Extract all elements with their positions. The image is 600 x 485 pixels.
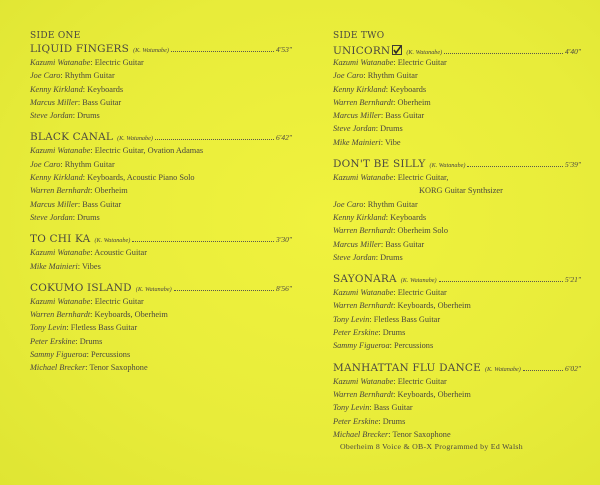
side-heading: SIDE TWO [333, 31, 385, 41]
dotted-leader [132, 241, 274, 242]
musician-name: Sammy Figueroa [333, 341, 390, 351]
name-role-separator: : [86, 350, 91, 360]
musician-role: Vibe [384, 137, 401, 147]
musician-name: Marcus Miller [30, 97, 78, 107]
musician-name: Kazumi Watanabe [30, 58, 91, 67]
side-one-column [30, 30, 292, 375]
track-block [30, 232, 292, 273]
credit-line [333, 109, 581, 122]
musician-role: Tenor Saxophone [392, 429, 451, 439]
track-title: TO CHI KA [30, 233, 91, 246]
name-role-separator: : [66, 323, 71, 333]
track-composer: (K. Watanabe) [429, 162, 466, 170]
credit-line [30, 96, 292, 109]
credit-line [333, 299, 581, 312]
side-heading: SIDE ONE [30, 31, 81, 41]
musician-role: Bass Guitar [82, 97, 122, 107]
musician-role: Keyboards, Acoustic Piano Solo [87, 173, 195, 183]
credit-line [333, 326, 581, 339]
programming-credit-note: Oberheim 8 Voice & OB-X Programmed by Ed Walsh [340, 442, 523, 451]
name-role-separator: : [385, 212, 391, 222]
musician-role: Fletless Bass Guitar [70, 323, 138, 333]
credit-line [30, 69, 292, 82]
musician-role: Electric Guitar [397, 376, 447, 386]
musician-role: Tenor Saxophone [89, 363, 148, 373]
credit-line [30, 260, 292, 273]
name-role-separator: : [369, 314, 374, 324]
musician-role: Drums [380, 124, 403, 134]
musician-role: Bass Guitar [385, 111, 425, 121]
musician-name: Kazumi Watanabe [30, 146, 91, 156]
musician-role: Bass Guitar [373, 403, 413, 413]
musician-role: Electric Guitar, [397, 173, 449, 183]
name-role-separator: : [72, 212, 78, 222]
musician-role: Vibes [81, 261, 101, 271]
musician-name: Michael Brecker [30, 363, 86, 373]
credit-line [30, 158, 292, 171]
track-composer: (K. Watanabe) [406, 49, 443, 56]
musician-role: Drums [382, 416, 406, 426]
track-title-row [30, 42, 292, 56]
dotted-leader [155, 139, 274, 140]
name-role-separator: : [393, 226, 398, 236]
credit-line [333, 339, 581, 352]
musician-name: Marcus Miller [333, 111, 381, 121]
dotted-leader [467, 166, 563, 167]
credit-line [333, 136, 581, 149]
track-block [333, 42, 581, 149]
musician-name: Kazumi Watanabe [333, 376, 394, 386]
musician-name: Warren Bernhardt [333, 226, 394, 236]
credit-line [30, 246, 292, 259]
track-title: BLACK CANAL [30, 131, 114, 144]
name-role-separator: : [389, 341, 394, 351]
credit-line [30, 348, 292, 361]
credit-line [30, 321, 292, 334]
musician-name: Mike Mainieri [333, 137, 381, 147]
musician-name: Tony Levin [333, 314, 370, 324]
track-title-row [333, 157, 581, 171]
musician-name: Steve Jordan [30, 212, 73, 222]
name-role-separator: : [375, 252, 381, 262]
name-role-separator: : [393, 97, 398, 107]
credit-line [333, 184, 581, 197]
musician-role: KORG Guitar Synthsizer [419, 186, 503, 196]
name-role-separator: : [60, 71, 65, 81]
musician-name: Warren Bernhardt [333, 97, 394, 107]
track-title-row [333, 42, 581, 56]
credit-line [30, 211, 292, 224]
name-role-separator: : [60, 159, 65, 169]
name-role-separator: : [393, 58, 398, 67]
musician-role: Oberheim [397, 97, 431, 107]
credit-line [333, 198, 581, 211]
musician-role: Oberheim [94, 186, 128, 196]
track-composer: (K. Watanabe) [117, 135, 153, 143]
track-block [333, 361, 581, 441]
musician-name: Steve Jordan [333, 252, 376, 262]
name-role-separator: : [72, 111, 78, 121]
musician-name: Kenny Kirkland [30, 173, 83, 183]
checkmark-icon [392, 43, 402, 53]
dotted-leader [523, 370, 563, 371]
name-role-separator: : [380, 111, 386, 121]
track-title: COKUMO ISLAND [30, 281, 132, 294]
credit-line [333, 69, 581, 82]
musician-name: Kazumi Watanabe [333, 288, 394, 298]
credit-line [333, 251, 581, 264]
credit-line [30, 171, 292, 184]
musician-name: Kenny Kirkland [333, 212, 386, 222]
credit-line [333, 122, 581, 135]
name-role-separator: : [380, 137, 385, 147]
credit-line [333, 83, 581, 96]
credit-line [333, 313, 581, 326]
dotted-leader [444, 53, 563, 54]
track-title: LIQUID FINGERS [30, 43, 130, 55]
name-role-separator: : [85, 363, 90, 373]
track-title-row [30, 130, 292, 144]
credit-line [30, 198, 292, 211]
musician-name: Warren Bernhardt [30, 186, 91, 196]
track-block [333, 157, 581, 264]
track-title-row [30, 232, 292, 246]
name-role-separator: : [393, 173, 398, 183]
musician-role: Drums [380, 252, 403, 262]
musician-role: Electric Guitar [94, 58, 144, 67]
musician-role: Keyboards, Oberheim [397, 301, 471, 311]
track-composer: (K. Watanabe) [94, 237, 131, 245]
track-title: UNICORN [333, 45, 391, 57]
track-duration: 3'30" [275, 235, 292, 245]
name-role-separator: : [77, 199, 83, 209]
track-duration: 6'02" [564, 363, 581, 373]
musician-name: Joe Caro [333, 199, 364, 209]
name-role-separator: : [393, 389, 398, 399]
track-title: MANHATTAN FLU DANCE [333, 361, 481, 374]
musician-name: Marcus Miller [333, 239, 381, 249]
musician-role: Electric Guitar [397, 58, 447, 67]
musician-name: Kenny Kirkland [333, 84, 386, 94]
musician-role: Percussions [394, 341, 434, 351]
track-duration: 6'42" [275, 133, 292, 143]
credit-line [30, 144, 292, 157]
dotted-leader [439, 281, 563, 282]
name-role-separator: : [90, 248, 95, 258]
credit-line [30, 361, 292, 374]
musician-role: Rhythm Guitar [367, 199, 418, 209]
musician-role: Acoustic Guitar [94, 248, 147, 258]
musician-role: Keyboards [87, 84, 124, 94]
musician-name: Mike Mainieri [30, 261, 78, 271]
credit-line [333, 286, 581, 299]
musician-name: Joe Caro [30, 71, 61, 81]
credit-line [30, 308, 292, 321]
musician-role: Keyboards, Oberheim [397, 389, 471, 399]
musician-role: Drums [77, 111, 100, 121]
musician-role: Drums [79, 336, 103, 346]
musician-role: Percussions [91, 350, 131, 360]
musician-name: Kenny Kirkland [30, 84, 83, 94]
musician-role: Fletless Bass Guitar [373, 314, 441, 324]
track-block [30, 130, 292, 224]
track-title-row [30, 281, 292, 295]
credit-line [30, 83, 292, 96]
musician-role: Drums [382, 328, 406, 338]
credit-line [333, 375, 581, 388]
musician-role: Bass Guitar [385, 239, 425, 249]
musician-role: Rhythm Guitar [64, 159, 115, 169]
name-role-separator: : [82, 173, 88, 183]
track-composer: (K. Watanabe) [400, 277, 437, 285]
credit-line [30, 184, 292, 197]
name-role-separator: : [77, 97, 83, 107]
name-role-separator: : [380, 239, 386, 249]
musician-name: Kazumi Watanabe [333, 173, 394, 183]
name-role-separator: : [90, 310, 95, 320]
name-role-separator: : [90, 186, 95, 196]
name-role-separator: : [375, 124, 381, 134]
musician-name: Warren Bernhardt [333, 301, 394, 311]
track-title-row [333, 272, 581, 286]
dotted-leader [171, 51, 274, 52]
musician-name: Kazumi Watanabe [30, 248, 91, 258]
musician-role: Keyboards [390, 84, 427, 94]
musician-role: Oberheim Solo [397, 226, 449, 236]
name-role-separator: : [77, 261, 82, 271]
credit-line [30, 335, 292, 348]
track-duration: 4'40" [564, 47, 581, 56]
side-two-column [333, 30, 581, 441]
dotted-leader [174, 290, 274, 291]
musician-name: Joe Caro [30, 159, 61, 169]
musician-name: Tony Levin [30, 323, 67, 333]
musician-name: Marcus Miller [30, 199, 78, 209]
musician-name: Peter Erskine [333, 328, 379, 338]
track-block [30, 42, 292, 122]
name-role-separator: : [378, 416, 383, 426]
musician-name: Tony Levin [333, 403, 370, 413]
musician-name: Steve Jordan [333, 124, 376, 134]
track-duration: 5'39" [564, 160, 581, 170]
name-role-separator: : [363, 199, 368, 209]
musician-role: Electric Guitar [94, 296, 144, 306]
track-title: DON'T BE SILLY [333, 158, 426, 171]
credit-line [333, 224, 581, 237]
credit-line [333, 56, 581, 69]
credit-line [333, 401, 581, 414]
musician-role: Electric Guitar [397, 288, 447, 298]
track-duration: 8'56" [275, 283, 292, 293]
track-composer: (K. Watanabe) [133, 47, 169, 54]
track-duration: 5'21" [564, 275, 581, 285]
name-role-separator: : [385, 84, 391, 94]
credit-line [333, 428, 581, 441]
name-role-separator: : [90, 296, 95, 306]
musician-role: Rhythm Guitar [367, 71, 418, 81]
musician-name: Kazumi Watanabe [30, 296, 91, 306]
name-role-separator: : [369, 403, 374, 413]
musician-role: Rhythm Guitar [64, 71, 115, 81]
track-block [30, 281, 292, 375]
musician-role: Electric Guitar, Ovation Adamas [94, 146, 204, 156]
musician-name: Peter Erskine [333, 416, 379, 426]
musician-name: Peter Erskine [30, 336, 76, 346]
track-title-row [333, 361, 581, 375]
credit-line [333, 415, 581, 428]
name-role-separator: : [393, 288, 398, 298]
name-role-separator: : [393, 301, 398, 311]
track-block [333, 272, 581, 352]
musician-name: Kazumi Watanabe [333, 58, 394, 67]
name-role-separator: : [388, 429, 393, 439]
musician-name: Warren Bernhardt [333, 389, 394, 399]
credit-line [333, 96, 581, 109]
name-role-separator: : [378, 328, 383, 338]
musician-role: Bass Guitar [82, 199, 122, 209]
name-role-separator: : [90, 58, 95, 67]
name-role-separator: : [393, 376, 398, 386]
name-role-separator: : [90, 146, 95, 156]
musician-role: Keyboards, Oberheim [94, 310, 168, 320]
name-role-separator: : [75, 336, 80, 346]
musician-role: Drums [77, 212, 100, 222]
musician-role: Keyboards [390, 212, 427, 222]
name-role-separator: : [82, 84, 88, 94]
track-title: SAYONARA [333, 273, 397, 286]
track-composer: (K. Watanabe) [135, 285, 172, 293]
musician-name: Warren Bernhardt [30, 310, 91, 320]
credit-line [30, 109, 292, 122]
musician-name: Sammy Figueroa [30, 350, 87, 360]
track-duration: 4'53" [275, 45, 292, 54]
name-role-separator: : [363, 71, 368, 81]
credit-line [333, 238, 581, 251]
musician-name: Joe Caro [333, 71, 364, 81]
credit-line [333, 211, 581, 224]
credit-line [333, 388, 581, 401]
musician-name: Steve Jordan [30, 111, 73, 121]
musician-name: Michael Brecker [333, 429, 389, 439]
track-composer: (K. Watanabe) [484, 365, 521, 373]
